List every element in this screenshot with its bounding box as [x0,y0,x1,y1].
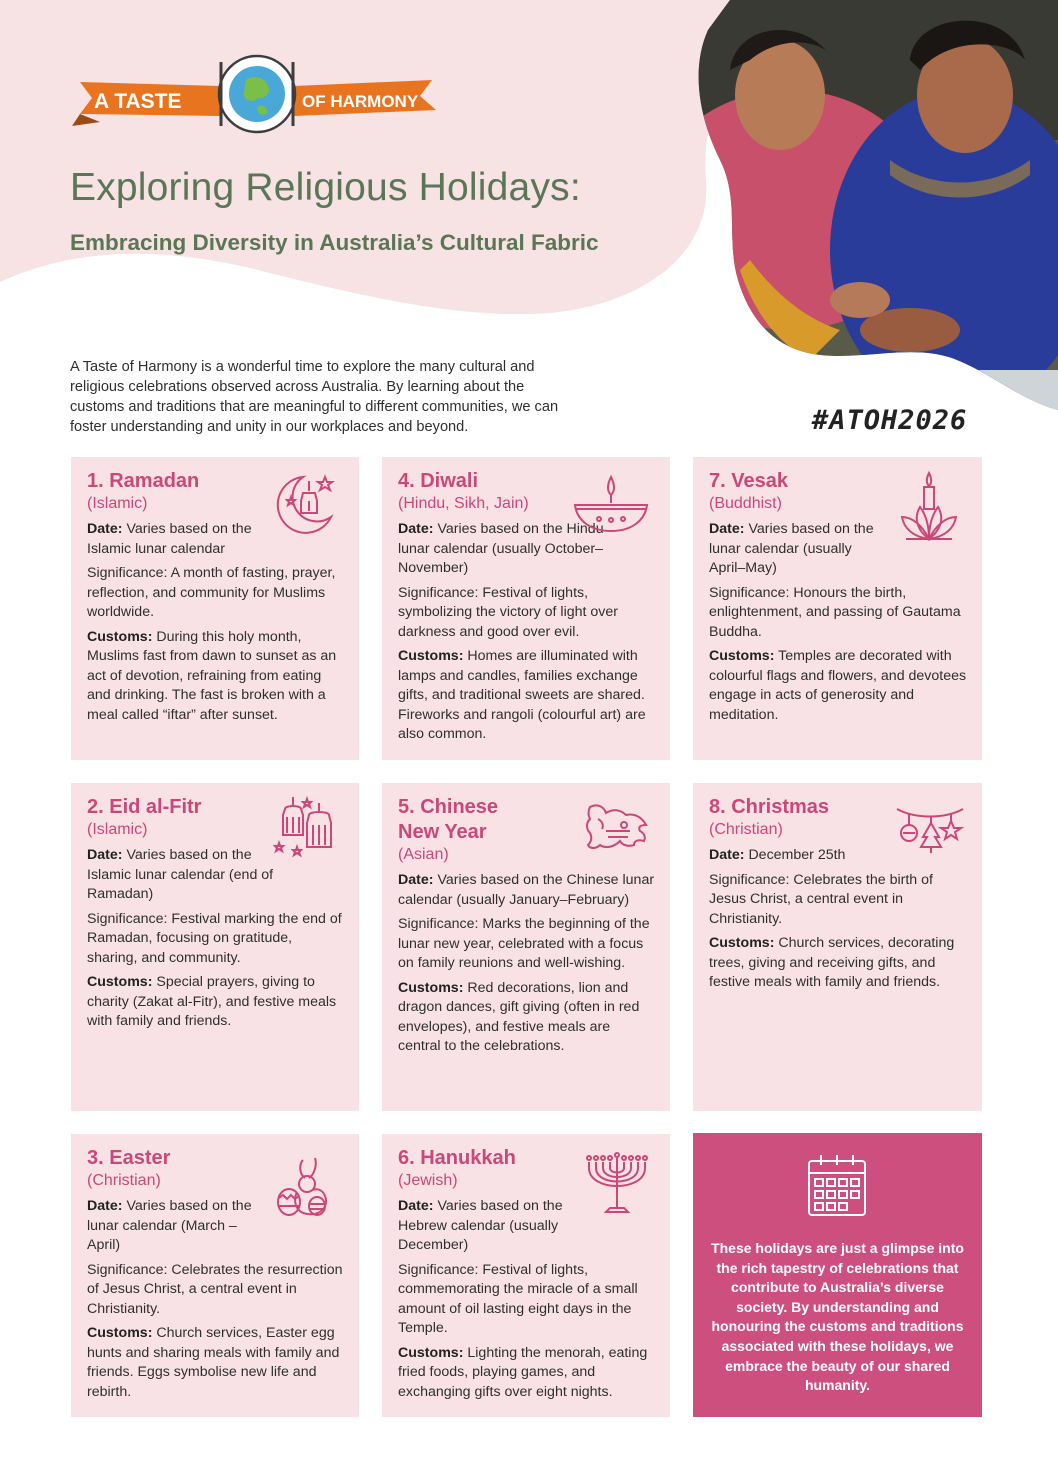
holiday-customs: Church services, Easter egg hunts and sharing meals with family and friends. Eggs symbolise new life and rebirth. [87,1325,340,1400]
holiday-significance: Significance: Celebrates the birth of Jesus Christ, a central event in Christianity. [709,871,933,927]
holiday-date: Varies based on the Islamic lunar calendar (end of Ramadan) [87,847,274,902]
customs-label: Customs: [709,935,775,951]
christmas-garland-icon [894,803,966,863]
holiday-card-vesak [693,457,982,760]
holiday-date: Varies based on the Hindu lunar calendar (usually October–November) [398,521,604,576]
customs-label: Customs: [398,979,464,996]
summary-box [693,1133,982,1417]
holiday-date: Varies based on the Hebrew calendar (usually December) [398,1198,563,1253]
holiday-title: 4. Diwali [398,470,479,492]
customs-label: Customs: [87,628,153,645]
holiday-card-chinese-new-year [382,783,670,1111]
holiday-card-hanukkah [382,1134,670,1417]
holiday-title: 3. Easter [87,1147,171,1169]
holiday-date: Varies based on the Chinese lunar calendar (usually January–February) [398,872,655,908]
date-label: Date: [87,1198,123,1214]
holiday-title: 7. Vesak [709,470,788,492]
holiday-customs: Lighting the menorah, eating fried foods, playing games, and exchanging gifts over eight nights. [398,1344,648,1400]
date-label: Date: [398,1198,434,1214]
holiday-date: Varies based on the Islamic lunar calendar [87,521,252,557]
calendar-icon [805,1153,869,1219]
page-title: Exploring Religious Holidays: [70,166,581,209]
customs-label: Customs: [709,648,775,664]
holiday-tradition: (Jewish) [398,1172,458,1189]
date-label: Date: [709,847,745,863]
customs-label: Customs: [87,974,153,990]
intro-paragraph: A Taste of Harmony is a wonderful time to explore the many cultural and religious celebrations observed across Australia. By learning about the customs and traditions that are meaningful to different communities, we can foster understanding and unity in our workplaces and beyond. [70,359,559,435]
holiday-customs: Homes are illuminated with lamps and candles, families exchange gifts, and traditional sweets are shared. Fireworks and rangoli (colourful art) are also common. [398,648,646,742]
holiday-card-ramadan [71,457,359,760]
logo [70,52,442,134]
holiday-date: December 25th [748,847,846,863]
holiday-customs: Special prayers, giving to charity (Zakat al-Fitr), and festive meals with family and friends. [87,974,337,1029]
crescent-lantern-icon [273,471,339,537]
diya-lamp-icon [570,471,652,537]
summary-text: These holidays are just a glimpse into the rich tapestry of celebrations that contribute to Australia’s diverse society. By understanding and honouring the customs and traditions associated with these holidays, we embrace the beauty of our shared humanity. [711,1240,964,1394]
holiday-significance: Significance: A month of fasting, prayer, reflection, and community for Muslims worldwide. [87,565,336,620]
holiday-title: 1. Ramadan [87,470,200,492]
customs-label: Customs: [87,1325,153,1341]
holiday-customs: Red decorations, lion and dragon dances, gift giving (often in red envelopes), and festive meals are central to the celebrations. [398,979,640,1054]
holiday-title-line-1: 5. Chinese [398,796,499,818]
holiday-tradition: (Christian) [87,1172,161,1189]
lotus-candle-icon [896,469,962,545]
holiday-significance: Significance: Festival of lights, commemorating the miracle of a small amount of oil lasting eight days in the Temple. [398,1261,638,1336]
hashtag: #ATOH2026 [812,405,968,436]
date-label: Date: [709,521,745,537]
hero-photo [690,0,1058,410]
holiday-customs: Church services, decorating trees, giving and receiving gifts, and festive meals with family and friends. [709,935,955,990]
holiday-tradition: (Hindu, Sikh, Jain) [398,495,529,512]
holiday-customs: Temples are decorated with colourful flags and flowers, and devotees engage in acts of generosity and meditation. [709,648,967,723]
holiday-tradition: (Christian) [709,821,783,838]
holiday-tradition: (Buddhist) [709,495,782,512]
lanterns-icon [273,795,339,861]
holiday-tradition: (Islamic) [87,495,148,512]
holiday-title-line-2: New Year [398,821,487,843]
holiday-card-easter [71,1134,359,1417]
date-label: Date: [398,521,434,537]
holiday-tradition: (Asian) [398,846,449,863]
date-label: Date: [87,521,123,537]
holiday-significance: Significance: Marks the beginning of the lunar new year, celebrated with a focus on family reunions and well-wishing. [398,916,650,971]
menorah-icon [584,1152,650,1218]
holiday-significance: Significance: Festival of lights, symbolizing the victory of light over darkness and good over evil. [398,584,618,640]
holiday-significance: Significance: Celebrates the resurrection of Jesus Christ, a central event in Christianity. [87,1261,343,1317]
holiday-card-christmas [693,783,982,1111]
dragon-icon [584,797,650,863]
holiday-card-diwali [382,457,670,760]
holiday-title: 8. Christmas [709,796,830,818]
holiday-date: Varies based on the lunar calendar (usually April–May) [709,521,874,576]
holiday-significance: Significance: Festival marking the end of Ramadan, focusing on gratitude, sharing, and community. [87,910,342,966]
holiday-customs: During this holy month, Muslims fast from dawn to sunset as an act of devotion, refraining from eating and drinking. The fast is broken with a meal called “iftar” after sunset. [87,628,337,723]
date-label: Date: [87,847,123,863]
holiday-date: Varies based on the lunar calendar (March – April) [87,1198,252,1253]
holiday-tradition: (Islamic) [87,821,148,838]
date-label: Date: [398,872,434,888]
page-subtitle: Embracing Diversity in Australia’s Cultural Fabric [70,230,599,255]
holiday-title: 2. Eid al-Fitr [87,796,202,818]
customs-label: Customs: [398,1344,464,1361]
logo-text-right: OF HARMONY [302,92,419,111]
customs-label: Customs: [398,648,464,664]
holiday-title: 6. Hanukkah [398,1147,516,1169]
bunny-egg-icon [273,1154,339,1220]
holiday-card-eid-al-fitr [71,783,359,1111]
holiday-significance: Significance: Honours the birth, enlightenment, and passing of Gautama Buddha. [709,584,961,640]
logo-text-left: A TASTE [94,90,182,113]
